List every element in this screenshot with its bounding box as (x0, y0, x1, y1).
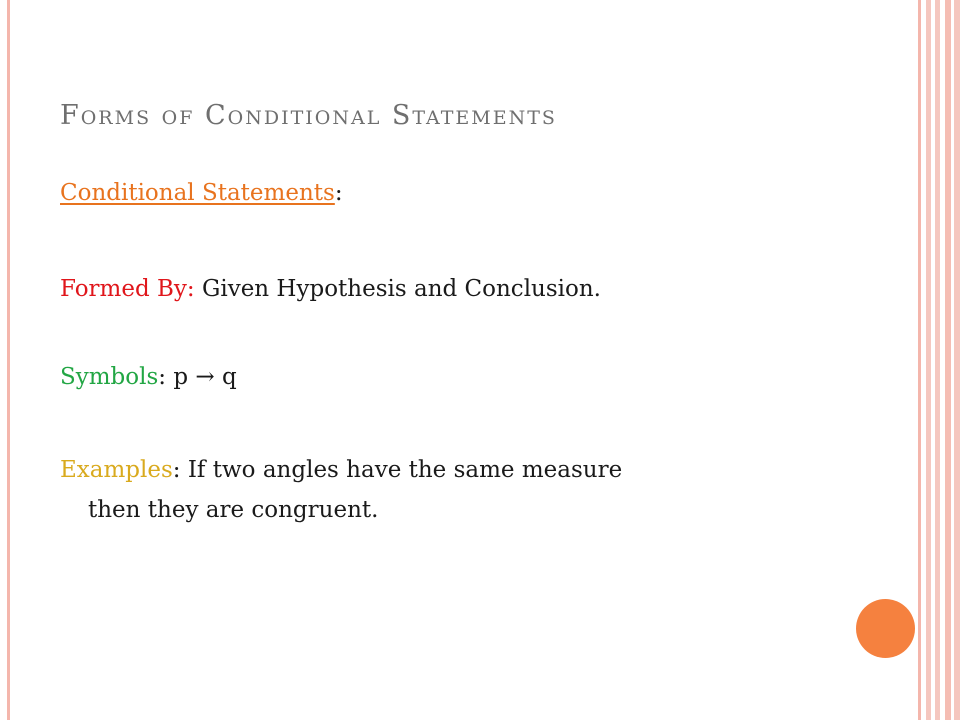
symbols-line (60, 364, 237, 390)
examples-continuation-line (88, 497, 378, 523)
examples-line (60, 457, 622, 483)
heading-colon: : (334, 180, 343, 206)
accent-circle (856, 599, 915, 658)
conditional-heading-line (60, 180, 343, 206)
formed-by-text: Given Hypothesis and Conclusion. (201, 276, 601, 302)
decorative-stripes (921, 0, 960, 720)
examples-text-line2: then they are congruent. (88, 497, 379, 523)
stripe (954, 0, 960, 720)
symbols-text: p → q (173, 364, 237, 390)
examples-colon: : (172, 457, 181, 483)
examples-text-line1: If two angles have the same measure (187, 457, 623, 483)
slide-title: Forms of Conditional Statements (60, 100, 557, 131)
symbols-label: Symbols (60, 364, 159, 390)
conditional-statements-link[interactable]: Conditional Statements (60, 180, 335, 206)
examples-label: Examples (60, 457, 173, 483)
symbols-colon: : (158, 364, 167, 390)
formed-by-line (60, 276, 601, 302)
formed-by-label: Formed By: (60, 276, 195, 302)
